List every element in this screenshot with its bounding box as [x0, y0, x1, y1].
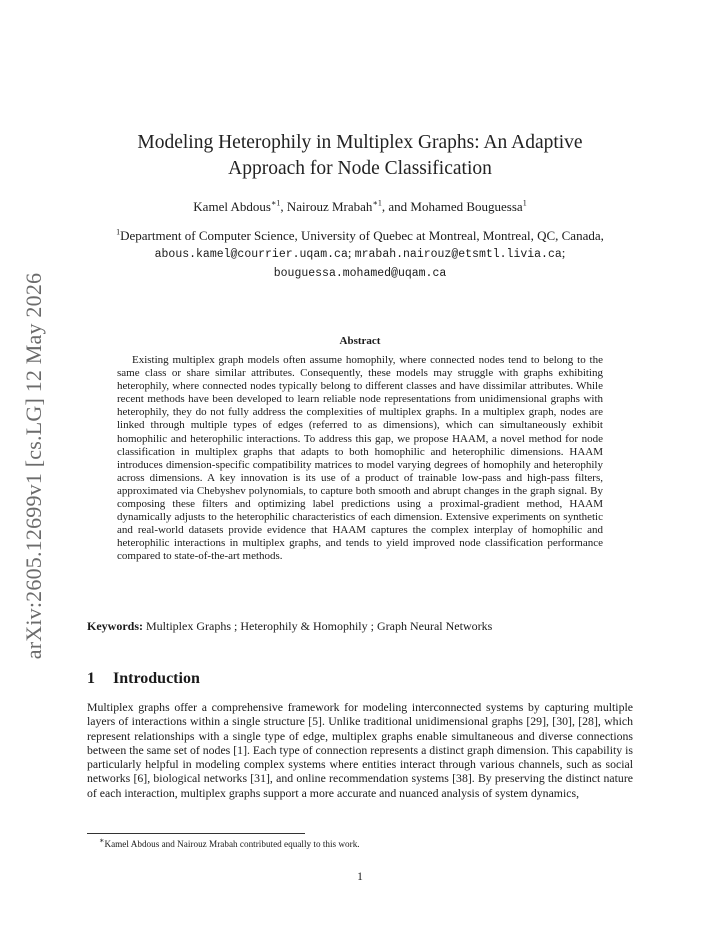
author-separator: , — [280, 199, 287, 214]
author-affiliation-mark: 1 — [522, 198, 527, 208]
email-separator: ; — [347, 245, 352, 260]
title-line-1: Modeling Heterophily in Multiplex Graphs: An Adaptive — [137, 132, 583, 153]
email-address[interactable]: abous.kamel@courrier.uqam.ca — [154, 248, 348, 261]
footnote-rule — [87, 833, 305, 834]
abstract-body: Existing multiplex graph models often assume homophily, where connected nodes tend to belong to the same class or share similar attributes. Consequently, these models may struggle with graphs exhibiting heterophily, where connected nodes typically belong to different classes and have dissimilar attributes. While recent methods have been developed to learn reliable node representations from unidimensional graphs with heterophily, they do not fully address the complexities of multiplex graphs. In a multiplex graph, nodes are linked through multiple types of edges (referred to as dimensions), which can simultaneously exhibit homophilic and heterophilic interactions. To address this gap, we propose HAAM, a novel method for node classification in multiplex graphs that adapts to both homophilic and heterophilic dimensions. HAAM introduces dimension-specific compatibility matrices to model varying degrees of homophily and heterophily across dimensions. A key innovation is its use of a product of trainable low-pass and high-pass filters, approximated via Chebyshev polynomials, to capture both smooth and abrupt changes in the graph signal. By composing these filters and optimizing label predictions using a proximal-gradient method, HAAM dynamically adjusts to the heterophilic characteristics of each dimension. Extensive experiments on synthetic and real-world datasets provide evidence that HAAM captures the complex interplay of homophilic and heterophilic interactions in multiplex graphs, and tends to yield improved node classification performance compared to state-of-the-art methods. — [117, 354, 603, 563]
section-title: Introduction — [113, 670, 200, 687]
footnote — [87, 835, 633, 850]
email-address[interactable]: mrabah.nairouz@etsmtl.livia.ca — [354, 248, 562, 261]
section-number: 1 — [87, 670, 95, 687]
author-affiliation-mark: ∗1 — [372, 198, 382, 208]
arxiv-sidebar — [18, 256, 50, 676]
affiliation-block — [100, 227, 620, 282]
footnote-text: Kamel Abdous and Nairouz Mrabah contributed equally to this work. — [104, 839, 360, 849]
affiliation-text: Department of Computer Science, University of Quebec at Montreal, Montreal, QC, Canada, — [120, 228, 604, 243]
author-separator: , and — [381, 199, 411, 214]
email-address[interactable]: bouguessa.mohamed@uqam.ca — [273, 267, 447, 280]
page-number: 1 — [357, 871, 363, 883]
author-list — [90, 198, 630, 216]
title-line-2: Approach for Node Classification — [228, 158, 492, 179]
author-name: Mohamed Bouguessa — [410, 199, 523, 214]
abstract-heading: Abstract — [339, 335, 381, 347]
footnote-mark: ∗ — [99, 835, 105, 845]
arxiv-identifier: arXiv:2605.12699v1 [cs.LG] 12 May 2026 — [21, 272, 46, 660]
author-name: Nairouz Mrabah — [286, 199, 373, 214]
email-separator: ; — [561, 245, 566, 260]
introduction-paragraph: Multiplex graphs offer a comprehensive framework for modeling interconnected systems by capturing multiple layers of interactions within a single structure [5]. Unlike traditional unidimensional graphs [29], [30], [28], which represent relationships with a single type of edge, multiplex graphs enable simultaneous and diverse connections between the same set of nodes [1]. Each type of connection represents a distinct graph dimension. This capability is particularly helpful in modeling complex systems where entities interact through various channels, such as social networks [6], biological networks [31], and online recommendation systems [38]. By preserving the distinct nature of each interaction, multiplex graphs support a more accurate and nuanced analysis of system dynamics, — [87, 700, 633, 800]
paper-title — [90, 130, 630, 182]
keywords-line — [87, 619, 633, 634]
author-affiliation-mark: ∗1 — [270, 198, 281, 208]
keywords-label: Keywords: — [87, 619, 143, 633]
keywords-text: Multiplex Graphs ; Heterophily & Homophily ; Graph Neural Networks — [146, 619, 493, 633]
section-heading — [87, 669, 633, 689]
author-name: Kamel Abdous — [193, 199, 271, 214]
affiliation-mark: 1 — [116, 227, 121, 237]
